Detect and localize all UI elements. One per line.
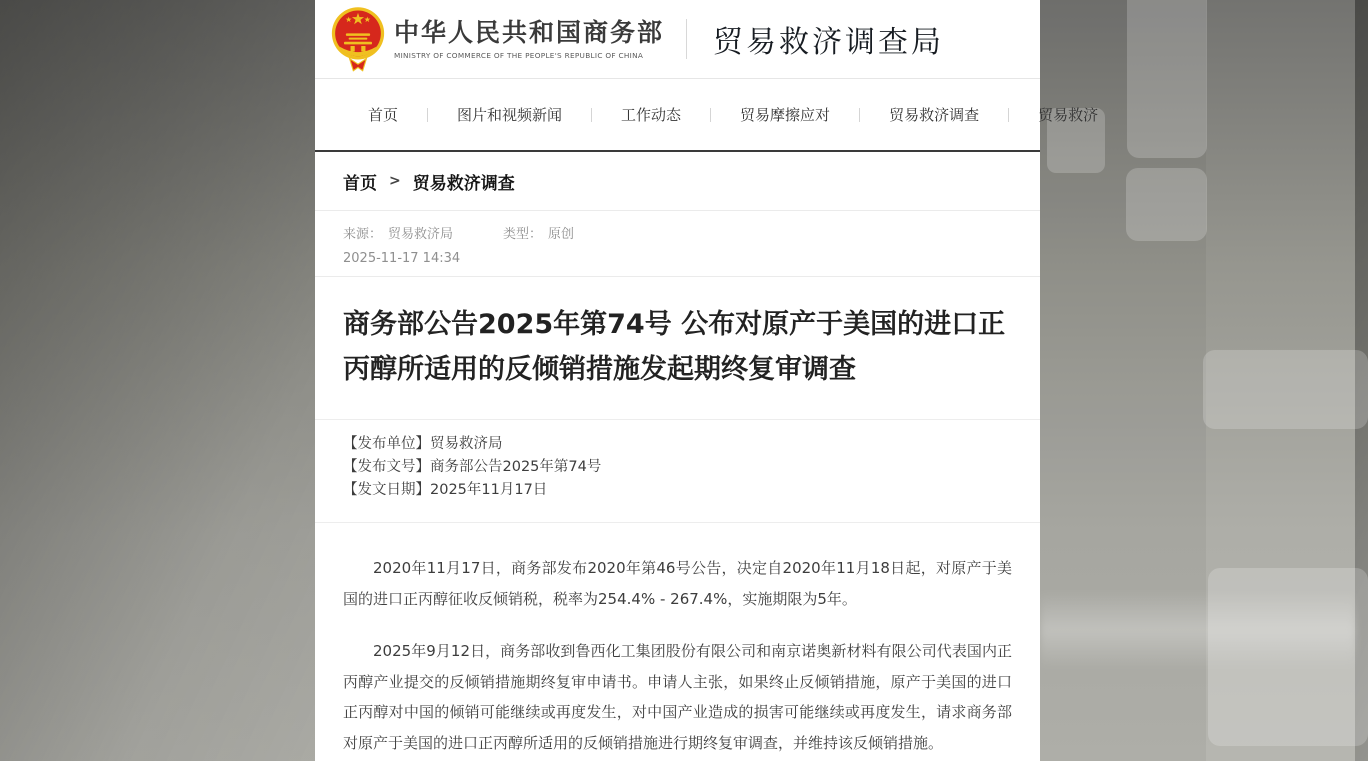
pub-no-value: 商务部公告2025年第74号 [430,459,602,475]
pub-unit-value: 贸易救济局 [430,436,503,452]
pub-date-label: 【发文日期】 [343,482,430,498]
nav-separator [427,108,428,122]
nav-item-trade-friction[interactable]: 贸易摩擦应对 [740,106,831,124]
breadcrumb-separator: > [389,173,401,189]
background-tile [1208,568,1368,746]
main-nav [315,79,1099,152]
background-tile [1126,168,1207,241]
nav-separator [859,108,860,122]
meta-datetime: 2025-11-17 14:34 [343,251,461,266]
nav-separator [591,108,592,122]
site-logo[interactable] [330,5,664,73]
meta-type-label: 类型： [503,227,543,242]
meta-source-value: 贸易救济局 [388,227,454,242]
breadcrumb [315,152,1040,211]
meta-source-type-row [343,223,1012,242]
bureau-title: 贸易救济调查局 [713,25,945,60]
pub-no-row [343,456,1012,479]
browser-page [315,0,1099,761]
pub-no-label: 【发布文号】 [343,459,430,475]
nav-item-work-updates[interactable]: 工作动态 [621,106,682,124]
article-body [315,523,1040,758]
pub-date-row [343,479,1012,502]
pub-date-value: 2025年11月17日 [430,482,548,498]
nav-item-trade-remedy-clipped[interactable]: 贸易救济 [1038,106,1099,124]
nav-item-home[interactable]: 首页 [368,106,399,124]
background-tile [1203,350,1368,429]
pub-unit-label: 【发布单位】 [343,436,430,452]
breadcrumb-home[interactable]: 首页 [343,173,377,194]
article-meta [315,211,1040,277]
pub-unit-row [343,433,1012,456]
article-paragraph: 2020年11月17日，商务部发布2020年第46号公告，决定自2020年11月18日起，对原产于美国的进口正丙醇征收反倾销税，税率为254.4% - 267.4%，实施期限为5年。 [343,559,1012,608]
ministry-name-cn: 中华人民共和国商务部 [394,18,665,47]
ministry-name-en: MINISTRY OF COMMERCE OF THE PEOPLE'S REPUBLIC OF CHINA [394,51,644,60]
meta-source-label: 来源： [343,227,383,242]
site-header [315,0,1040,79]
nav-item-photo-video-news[interactable]: 图片和视频新闻 [457,106,563,124]
nav-separator [710,108,711,122]
article-title: 商务部公告2025年第74号 公布对原产于美国的进口正丙醇所适用的反倾销措施发起期终复审调查 [315,277,1040,420]
nav-separator [1008,108,1009,122]
ministry-name-block [394,18,664,60]
publication-info [315,420,1040,523]
meta-type-value: 原创 [548,227,575,242]
nav-item-trade-remedy-investigation[interactable]: 贸易救济调查 [889,106,980,124]
background-tile [1127,0,1207,158]
breadcrumb-section[interactable]: 贸易救济调查 [412,173,515,194]
header-divider [686,19,687,59]
article-paragraph: 2025年9月12日，商务部收到鲁西化工集团股份有限公司和南京诺奥新材料有限公司代表国内正丙醇产业提交的反倾销措施期终复审申请书。申请人主张，如果终止反倾销措施，原产于美国的进口正丙醇对中国的倾销可能继续或再度发生，对中国产业造成的损害可能继续或再度发生，请求商务部对原产于美国的进口正丙醇所适用的反倾销措施进行期终复审调查，并维持该反倾销措施。 [343,642,1012,752]
national-emblem-icon [330,5,386,73]
